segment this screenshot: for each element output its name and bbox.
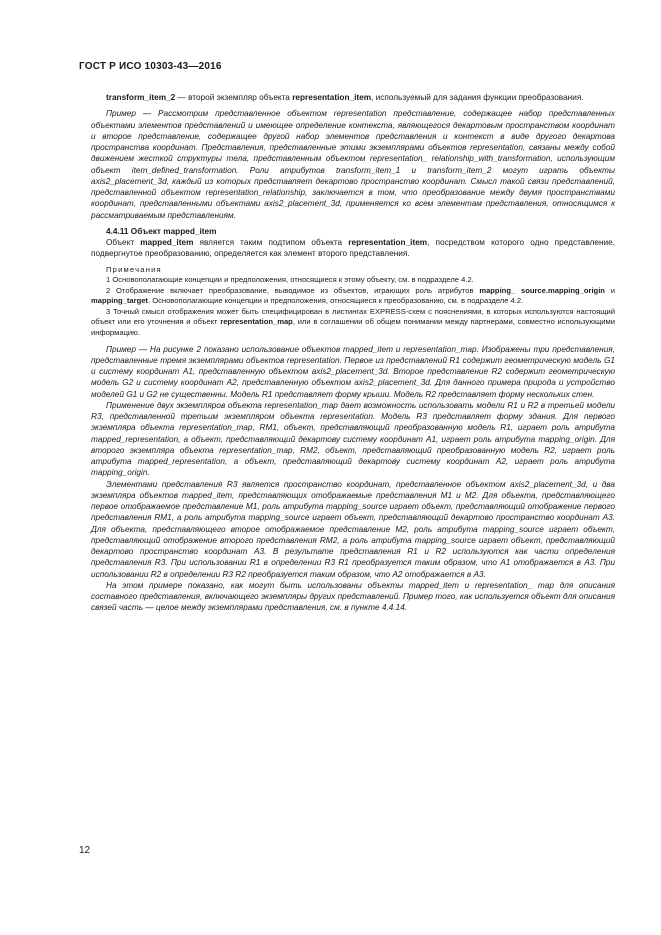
standard-header: ГОСТ Р ИСО 10303-43—2016 (79, 61, 222, 72)
example-2-p1: Пример — На рисунке 2 показано использование объектов mapped_item и representation_map. Изображены три представления, представленные тремя экземплярами объектов representation. Первое из представлений R1 содержит геометрическую модель G1 и систему координат A1, представленную объектом axis2_placement_3d. Второе представление R2 содержит геометрическую модель G2 и систему координат A2, представленную объектом axis2_placement_3d. Для данного примера природа и устройство моделей G1 и G2 не существенны. Модель R1 представляет форму крыши. Модель R2 представляет форму нескольких стен. (91, 344, 615, 399)
note-2-a: 2 Отображение включает преобразование, выводимое из объектов, играющих роль атрибутов (106, 285, 480, 295)
term-mapped-item: mapped_item (140, 238, 194, 247)
note-2-term-a: mapping_ source.mapping_origin (479, 285, 605, 295)
p1-mid: — второй экземпляр объекта (175, 93, 293, 102)
p1-rest: , используемый для задания функции преобразования. (371, 93, 584, 102)
section-title: 4.4.11 Объект mapped_item (106, 226, 217, 236)
paragraph-mapped-item (91, 237, 615, 260)
note-2-term-b: mapping_target (91, 296, 148, 306)
note-3-c: , или в соглашении об общем понимании между партнерами, совместно использующими информацию. (91, 317, 615, 338)
paragraph-transform-item-2 (91, 92, 615, 103)
example-2-p3: Элементами представления R3 является пространство координат, представленное объектом axis2_placement_3d, и два экземпляра объектов mapped_item, представляющих отображаемые представления M1 и M2. Для объекта, представляющего первое отображаемое представление M1, роль атрибута mapping_source играет объект, представляющий отображение первого представления RM1, а роль атрибута mapping_source играет объект, представляющий декартово пространство координат A3. Для объекта, представляющего второе отображаемое представление M2, роль атрибута mapping_source играет объект, представляющий отображение второго представления RM2, а роль атрибута mapping_source играет объект, представляющий декартово пространство координат A3. В результате представления R1 и R2 используются как части определения представления R3. При использовании R1 в определении R3 R1 преобразуется таким образом, что A1 отображается в A3. При использовании R2 в определении R3 R2 преобразуется таким образом, что A2 отображается в A3. (91, 479, 615, 579)
note-3-term: representation_map (220, 317, 293, 327)
p2-c: является таким подтипом объекта (193, 238, 349, 247)
p2-e: , посредством которого одно представление, подвергнутое преобразованию, определяется как элемент второго представления. (91, 238, 615, 259)
term-transform-item-2: transform_item_2 (106, 93, 176, 102)
note-2-c: и (604, 285, 615, 295)
notes-block (91, 265, 615, 339)
example-2-p2: Применение двух экземпляров объекта representation_map дает возможность использовать модели R1 и R2 в третьей модели R3, представленной третьим экземпляром объекта representation. Модель R3 представляет форму здания. Для первого экземпляра объекта representation_map, RM1, объект, представляющий преобразованную модель R1, играет роль атрибута mapped_representation, а объект, представляющий декартову систему координат A1, играет роль атрибута mapping_origin. Для второго экземпляра объекта representation_map, RM2, объект, представляющий преобразованную модель R2, играет роль атрибута mapped_representation, а объект, представляющий декартову систему координат A2, играет роль атрибута mapping_origin. (91, 400, 615, 478)
note-1: 1 Основополагающие концепции и предположения, относящиеся к этому объекту, см. в подразделе 4.2. (106, 275, 474, 285)
notes-heading: Примечания (106, 264, 162, 274)
term-representation-item-2: representation_item (348, 238, 428, 247)
example-2-p4: На этом примере показано, как могут быть использованы объекты mapped_item и representation_ map для описания составного представления, включающего экземпляры других представлений. Пример того, как используется объект для описания связей часть — целое между экземплярами представления, см. в пункте 4.4.14. (91, 580, 615, 613)
note-2 (91, 286, 615, 307)
page-number: 12 (79, 845, 91, 856)
note-3-a: 3 Точный смысл отображения может быть специфицирован в листингах EXPRESS-схем с пояснениями, в которых используются настоящий объект или его уточнения и объект (91, 306, 615, 327)
example-1: Пример — Рассмотрим представленное объектом representation представление, содержащее набор представленных объектами элементов представлений и имеющее определение контекста, являющегося декартовым пространством координат и второе представление, содержащее другой набор элементов представления и контекст в виде другого декартова пространства координат. Представления, представленные этими экземплярами объектов representation, связаны между собой движением жесткой структуры тела, представленным объектом representation_ relationship_with_transformation, использующим объект item_defined_transformation. Роли атрибутов transform_item_1 и transform_item_2 могут играть объекты axis2_placement_3d, каждый из которых представляет декартово пространство координат. Смысл такой связи представлений, представленной объектом representation_relationship, заключается в том, что преобразование между двумя пространствами координат, представленными объектами axis2_placement_3d, применяется ко всем элементам представления, относящимся к рассматриваемым представлениям. (91, 109, 615, 220)
note-3 (91, 307, 615, 339)
note-2-e: . Основополагающие концепции и предположения, относящиеся к преобразованию, см. в подразделе 4.2. (147, 296, 524, 306)
p2-a: Объект (106, 238, 141, 247)
content-body (91, 92, 615, 614)
term-representation-item: representation_item (292, 93, 372, 102)
